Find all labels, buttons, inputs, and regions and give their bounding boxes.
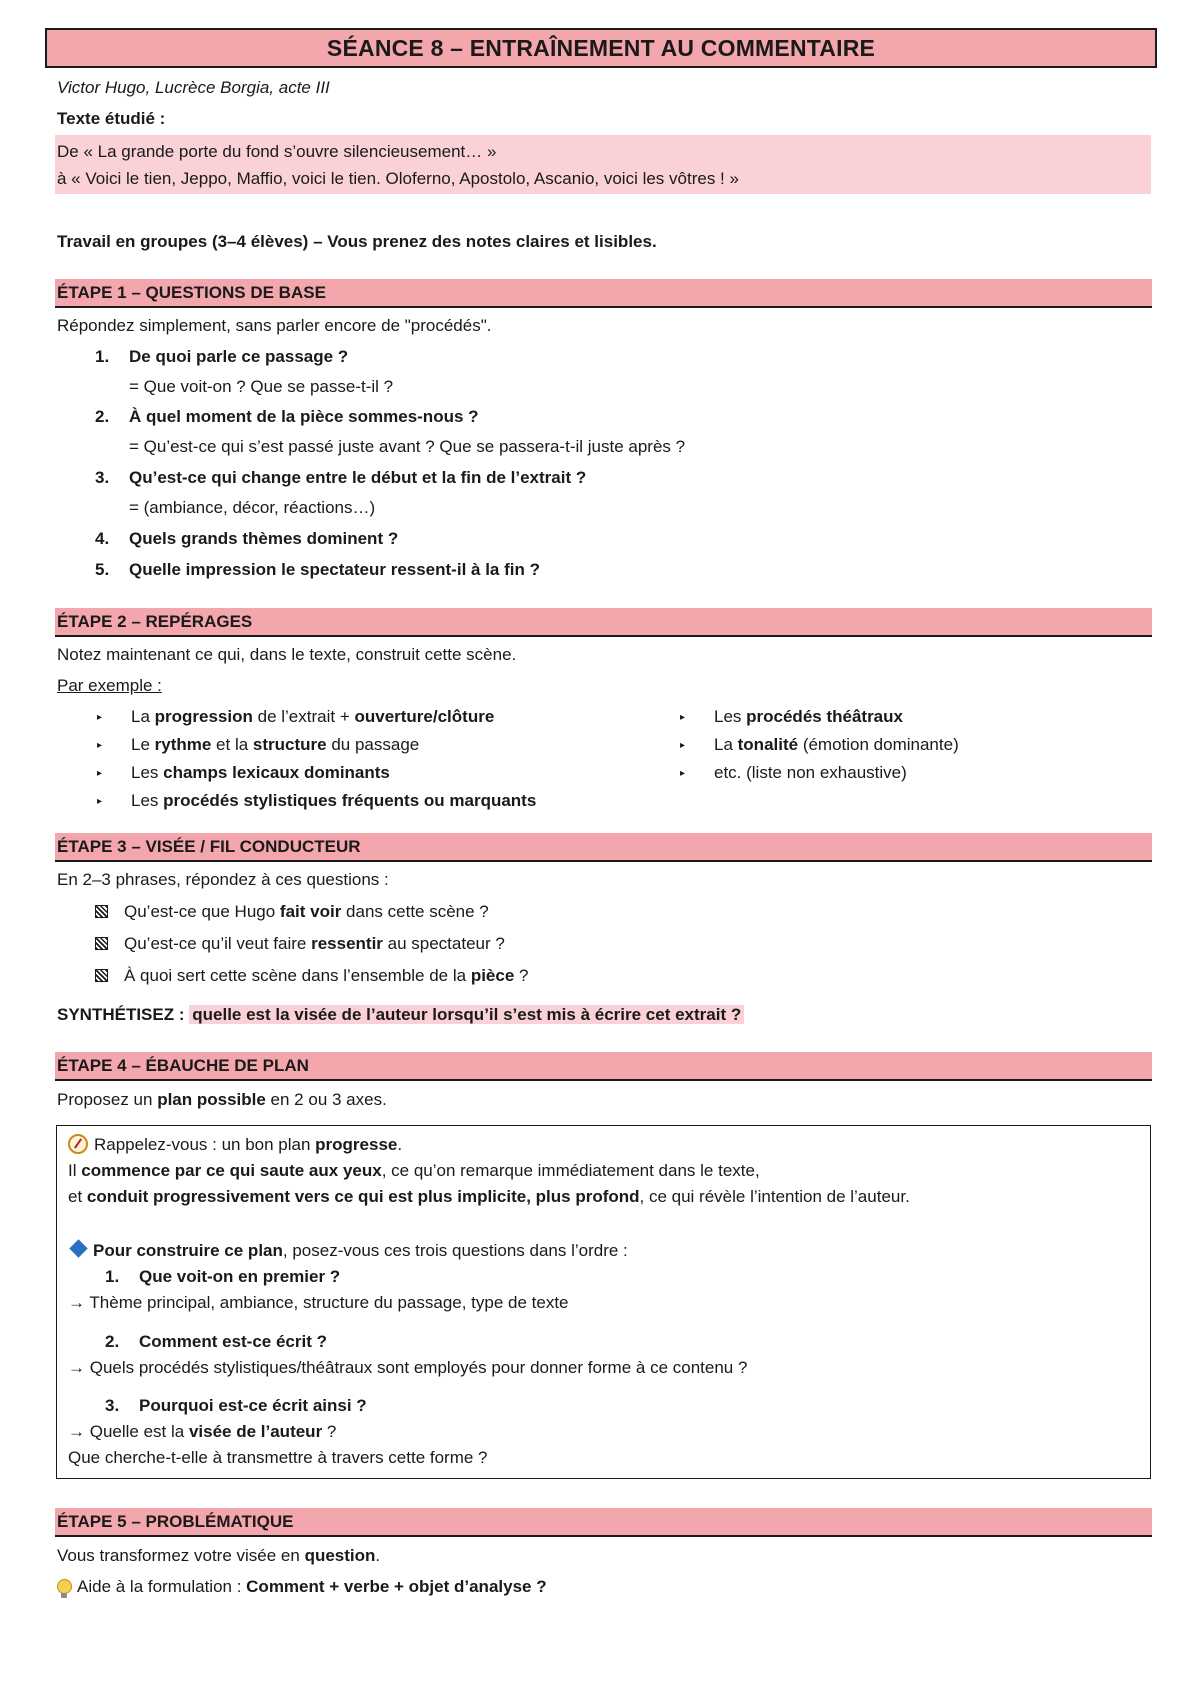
question-number: 3.	[95, 468, 110, 487]
formulation-help: Aide à la formulation : Comment + verbe + objet d’analyse ?	[57, 1577, 547, 1597]
hatched-square-icon	[95, 937, 108, 950]
bullet-icon: ▸	[680, 712, 686, 723]
step2-heading: ÉTAPE 2 – REPÉRAGES	[55, 608, 1152, 637]
plan-question-1: 1. Que voit-on en premier ?	[105, 1267, 341, 1286]
author-line: Victor Hugo, Lucrèce Borgia, acte III	[57, 78, 330, 97]
question-hint: = Que voit-on ? Que se passe-t-il ?	[129, 377, 394, 396]
step4-heading: ÉTAPE 4 – ÉBAUCHE DE PLAN	[55, 1052, 1152, 1081]
step5-intro: Vous transformez votre visée en question.	[57, 1546, 381, 1565]
excerpt-end: à « Voici le tien, Jeppo, Maffio, voici le tien. Oloferno, Apostolo, Ascanio, voici les vôtres ! »	[57, 169, 739, 188]
synthesis-line	[57, 1005, 744, 1025]
plan-answer-2: → Quels procédés stylistiques/théâtraux sont employés pour donner forme à ce contenu ?	[68, 1358, 748, 1377]
step5-heading: ÉTAPE 5 – PROBLÉMATIQUE	[55, 1508, 1152, 1537]
hatched-square-icon	[95, 905, 108, 918]
plan-question-2: 2. Comment est-ce écrit ?	[105, 1332, 327, 1351]
question-text: De quoi parle ce passage ?	[129, 347, 349, 366]
question-text: Quelle impression le spectateur ressent-il à la fin ?	[129, 560, 540, 579]
hatched-square-icon	[95, 969, 108, 982]
excerpt-start: De « La grande porte du fond s’ouvre silencieusement… »	[57, 142, 497, 161]
bullet-icon: ▸	[680, 768, 686, 779]
bullet-icon: ▸	[680, 740, 686, 751]
excerpt-highlight	[55, 135, 1151, 194]
list-item: ▸ Les champs lexicaux dominants	[97, 763, 390, 782]
step3-intro: En 2–3 phrases, répondez à ces questions :	[57, 870, 389, 889]
question-item	[95, 468, 586, 488]
list-item: Qu’est-ce que Hugo fait voir dans cette scène ?	[95, 902, 489, 922]
bullet-icon: ▸	[97, 712, 103, 723]
list-item: ▸ etc. (liste non exhaustive)	[680, 763, 907, 782]
synthesis-question: quelle est la visée de l’auteur lorsqu’il s’est mis à écrire cet extrait ?	[189, 1005, 744, 1024]
text-studied-label: Texte étudié :	[57, 109, 166, 128]
question-number: 2.	[95, 407, 110, 426]
question-hint: = Qu’est-ce qui s’est passé juste avant ? Que se passera-t-il juste après ?	[129, 437, 686, 456]
advice-line: et conduit progressivement vers ce qui est plus implicite, plus profond, ce qui révèle l’intention de l’auteur.	[68, 1187, 910, 1206]
synthesis-label: SYNTHÉTISEZ :	[57, 1005, 185, 1024]
plan-answer-1: → Thème principal, ambiance, structure du passage, type de texte	[68, 1293, 569, 1312]
step1-heading: ÉTAPE 1 – QUESTIONS DE BASE	[55, 279, 1152, 308]
group-work-instruction: Travail en groupes (3–4 élèves) – Vous prenez des notes claires et lisibles.	[57, 232, 657, 251]
example-label: Par exemple :	[57, 676, 162, 695]
question-number: 5.	[95, 560, 110, 579]
question-number: 1.	[95, 347, 110, 366]
list-item: ▸ Les procédés théâtraux	[680, 707, 903, 726]
bullet-icon: ▸	[97, 796, 103, 807]
question-text: Quels grands thèmes dominent ?	[129, 529, 399, 548]
advice-line: Il commence par ce qui saute aux yeux, ce qu’on remarque immédiatement dans le texte,	[68, 1161, 760, 1180]
list-item: Qu’est-ce qu’il veut faire ressentir au spectateur ?	[95, 934, 505, 954]
list-item: ▸ Le rythme et la structure du passage	[97, 735, 420, 754]
question-item	[95, 560, 540, 580]
reminder-line: Rappelez-vous : un bon plan progresse.	[68, 1134, 402, 1155]
bullet-icon: ▸	[97, 740, 103, 751]
question-text: À quel moment de la pièce sommes-nous ?	[129, 407, 479, 426]
step1-intro: Répondez simplement, sans parler encore de "procédés".	[57, 316, 492, 335]
build-plan-line: Pour construire ce plan, posez-vous ces trois questions dans l’ordre :	[68, 1241, 628, 1261]
page-title: SÉANCE 8 – ENTRAÎNEMENT AU COMMENTAIRE	[45, 28, 1157, 68]
plan-advice-box	[56, 1125, 1151, 1479]
compass-icon	[68, 1134, 88, 1154]
plan-answer-3-line2: Que cherche-t-elle à transmettre à travers cette forme ?	[68, 1448, 488, 1467]
question-number: 4.	[95, 529, 110, 548]
question-item	[95, 529, 398, 549]
step4-intro: Proposez un plan possible en 2 ou 3 axes.	[57, 1090, 387, 1109]
blue-diamond-icon	[69, 1239, 87, 1257]
list-item: À quoi sert cette scène dans l’ensemble de la pièce ?	[95, 966, 529, 986]
bullet-icon: ▸	[97, 768, 103, 779]
list-item: ▸ La progression de l’extrait + ouverture/clôture	[97, 707, 495, 726]
plan-question-3: 3. Pourquoi est-ce écrit ainsi ?	[105, 1396, 367, 1415]
plan-answer-3: → Quelle est la visée de l’auteur ?	[68, 1422, 337, 1441]
list-item: ▸ Les procédés stylistiques fréquents ou marquants	[97, 791, 537, 810]
question-text: Qu’est-ce qui change entre le début et la fin de l’extrait ?	[129, 468, 587, 487]
list-item: ▸ La tonalité (émotion dominante)	[680, 735, 959, 754]
question-item	[95, 347, 348, 367]
step2-intro: Notez maintenant ce qui, dans le texte, construit cette scène.	[57, 645, 517, 664]
lightbulb-icon	[57, 1579, 72, 1594]
question-hint: = (ambiance, décor, réactions…)	[129, 498, 376, 517]
question-item	[95, 407, 479, 427]
step3-heading: ÉTAPE 3 – VISÉE / FIL CONDUCTEUR	[55, 833, 1152, 862]
